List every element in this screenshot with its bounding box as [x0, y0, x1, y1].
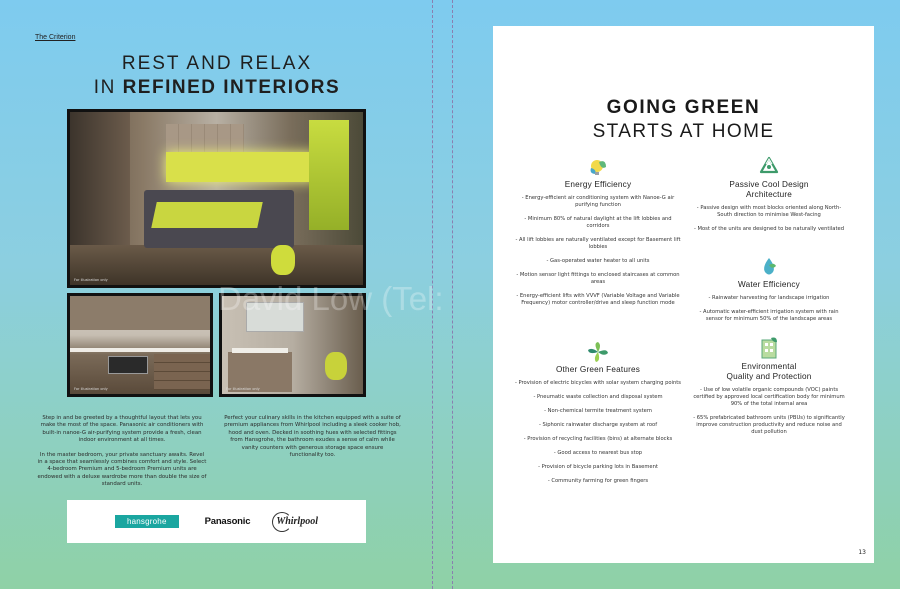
feature-passive-item: - Most of the units are designed to be naturally ventilated: [693, 226, 844, 232]
right-page-title: [493, 96, 874, 144]
left-text-column-2: [224, 415, 401, 466]
feature-other-list: [503, 380, 693, 485]
panasonic-logo: Panasonic: [204, 516, 251, 527]
bedroom-headboard: [166, 152, 316, 182]
hansgrohe-logo: hansgrohe: [115, 515, 179, 528]
whirlpool-logo-text: Whirlpool: [276, 516, 318, 527]
feature-passive-list: [693, 205, 845, 233]
kitchen-upper-cabinets: [70, 296, 210, 330]
feature-energy-efficiency: [513, 156, 683, 314]
feature-water-title: Water Efficiency: [738, 280, 800, 289]
feature-environmental-list: [693, 387, 845, 436]
feature-other-item: - Siphonic rainwater discharge system at roof: [538, 422, 658, 428]
left-title-line1: REST AND RELAX: [121, 53, 313, 74]
feature-energy-item: - Gas-operated water heater to all units: [546, 258, 650, 264]
left-col1-paragraph-2: In the master bedroom, your private sanctuary awaits. Revel in a space that seamlessly combines comfort and style. Select 4-bedroom Premium and 5-bedroom Premium units are endowed with a deluxe wardrobe more than double the size of standard units.: [37, 451, 207, 488]
bedroom-caption: For illustration only: [74, 278, 108, 282]
feature-environmental-title-line2: Quality and Protection: [726, 372, 812, 381]
leaf-cluster-icon: [587, 341, 609, 363]
kitchen-photo: [67, 293, 213, 397]
feature-passive-cool-design: [693, 156, 845, 240]
left-title-line2: [68, 76, 366, 100]
feature-environmental-item: - 65% prefabricated bathroom units (PBUs) to significantly improve construction productivity and reduce noise and dust pollution: [693, 415, 845, 435]
recycle-icon: [758, 156, 780, 178]
kitchen-drawers: [154, 354, 210, 390]
right-title-line2: STARTS AT HOME: [592, 121, 775, 142]
feature-other-item: - Provision of electric bicycles with solar system charging points: [514, 380, 682, 386]
feature-energy-item: - Minimum 80% of natural daylight at the lift lobbies and corridors: [524, 216, 672, 229]
feature-other-title: Other Green Features: [555, 365, 641, 374]
bedroom-window: [309, 120, 349, 230]
lightbulb-leaf-icon: [587, 156, 609, 178]
feature-environmental-title: [693, 362, 845, 382]
feature-energy-list: [513, 195, 683, 307]
feature-water-item: - Automatic water-efficient irrigation system with rain sensor for minimum 50% of the landscape areas: [699, 309, 839, 322]
feature-other-green: [503, 341, 693, 492]
feature-water-item: - Rainwater harvesting for landscape irrigation: [708, 295, 830, 301]
feature-energy-item: - Motion sensor light fittings to enclosed staircases at common areas: [516, 272, 680, 285]
feature-water-efficiency: [693, 256, 845, 330]
bed-throw: [151, 202, 263, 228]
left-page-title: [68, 52, 366, 100]
left-col2-paragraph-1: Perfect your culinary skills in the kitchen equipped with a suite of premium appliances from Whirlpool including a sleek cooker hob, hood and oven. Decked in soothing hues with selected fittings from Hansgrohe, the bathroom exudes a sense of calm while vanity counters with generous storage space ensure functionality too.: [224, 415, 401, 459]
feature-passive-title: [693, 180, 845, 200]
partner-logos-bar: [67, 500, 366, 543]
feature-energy-title: Energy Efficiency: [564, 180, 632, 189]
feature-other-item: - Good access to nearest bus stop: [553, 450, 643, 456]
kitchen-counter: [70, 348, 210, 352]
feature-environmental-title-line1: Environmental: [741, 362, 797, 371]
kitchen-oven: [108, 356, 148, 374]
feature-water-list: [693, 295, 845, 323]
bathroom-stool: [325, 352, 347, 380]
feature-passive-title-line1: Passive Cool Design: [729, 180, 809, 189]
running-head: The Criterion: [35, 34, 76, 41]
left-col1-paragraph-1: Step in and be greeted by a thoughtful layout that lets you make the most of the space. Panasonic air conditioners with built-in nanoe-G air-purifying system provide a fresh, clean indoor environment at all times.: [40, 415, 204, 444]
whirlpool-logo: [276, 516, 318, 527]
spine-line-right: [452, 0, 453, 589]
feature-passive-item: - Passive design with most blocks oriented along North-South direction to minimise West-facing: [696, 205, 842, 218]
left-title-line2-prefix: IN: [93, 77, 123, 98]
watermark-text: David Low (Tel:: [218, 280, 444, 317]
bedroom-stool: [271, 245, 295, 275]
feature-other-item: - Provision of bicycle parking lots in Basement: [538, 464, 658, 470]
feature-other-item: - Community farming for green fingers: [547, 478, 649, 484]
bathroom-vanity: [228, 352, 292, 392]
feature-other-item: - Provision of recycling facilities (bins) at alternate blocks: [523, 436, 673, 442]
bathroom-caption: For illustration only: [226, 387, 260, 391]
feature-energy-item: - All lift lobbies are naturally ventilated except for Basement lift lobbies: [515, 237, 681, 250]
feature-environmental-quality: [693, 336, 845, 443]
feature-energy-item: - Energy-efficient air conditioning system with Nanoe-G air purifying function: [521, 195, 675, 208]
bathroom-sink: [232, 348, 288, 353]
bedroom-photo: [67, 109, 366, 288]
bedroom-floor: [70, 245, 363, 285]
right-title-line1: GOING GREEN: [606, 97, 761, 118]
right-page-card: [493, 26, 874, 563]
feature-passive-title-line2: Architecture: [745, 190, 793, 199]
feature-energy-item: - Energy-efficient lifts with VVVF (Variable Voltage and Variable Frequency) motor controller/drive and sleep function mode: [516, 293, 680, 306]
feature-other-item: - Non-chemical termite treatment system: [544, 408, 652, 414]
left-text-column-1: [37, 415, 207, 496]
left-title-line2-bold: REFINED INTERIORS: [122, 77, 341, 98]
page-number: 13: [858, 549, 866, 556]
building-leaf-icon: [759, 336, 779, 360]
feature-environmental-item: - Use of low volatile organic compounds (VOC) paints certified by approved local certification body for minimum 90% of the total internal area: [693, 387, 845, 407]
water-drop-leaf-icon: [759, 256, 779, 278]
kitchen-caption: For illustration only: [74, 387, 108, 391]
feature-other-item: - Pneumatic waste collection and disposal system: [533, 394, 663, 400]
whirlpool-swirl-icon: [272, 512, 292, 532]
